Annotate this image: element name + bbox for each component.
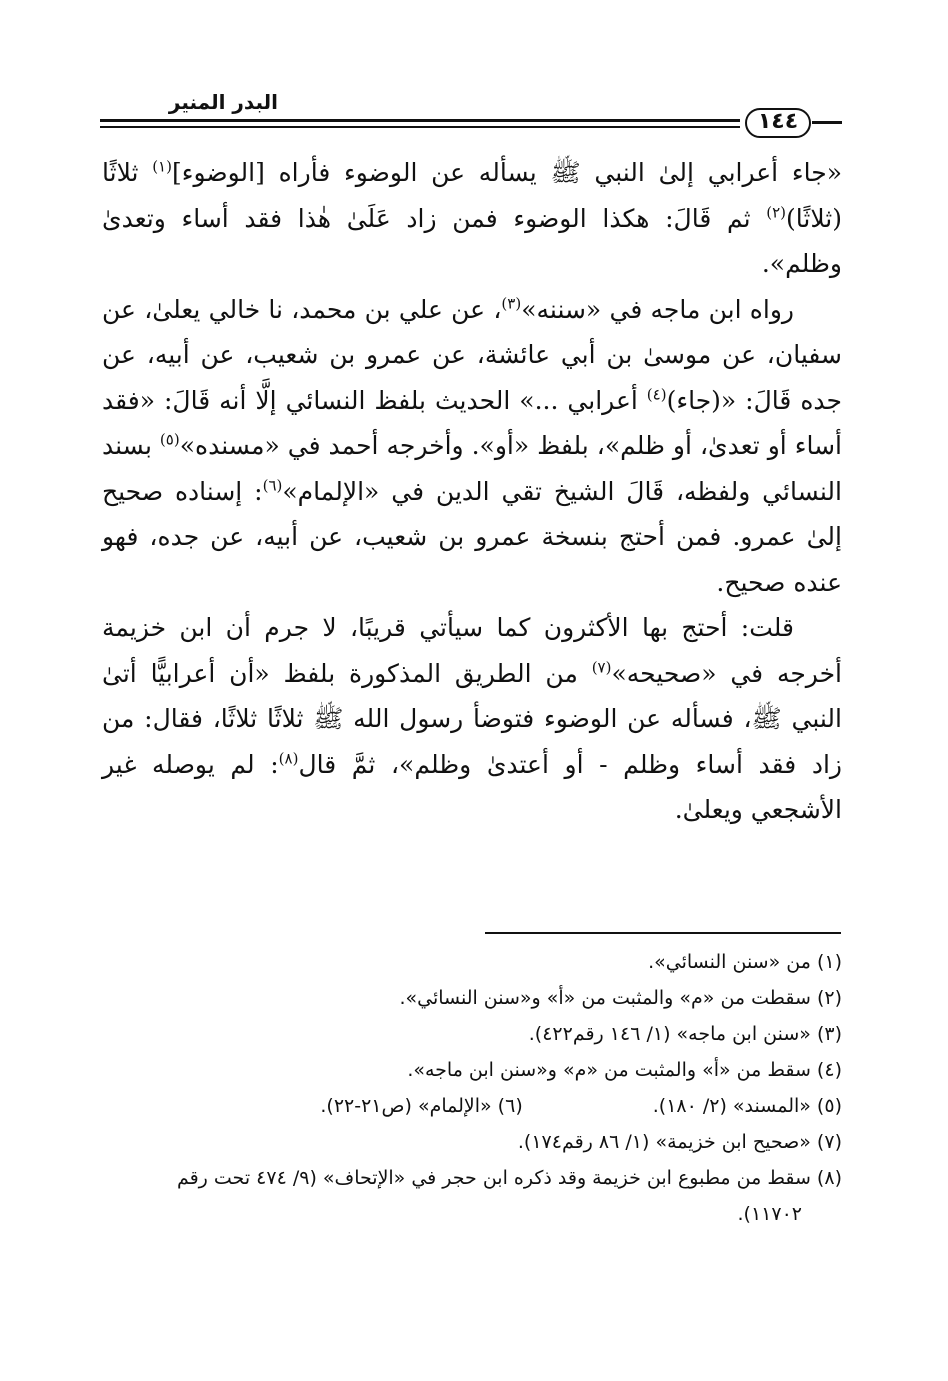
footnote-8-continuation: ١١٧٠٢).: [737, 1203, 802, 1225]
footnote-separator: [485, 932, 841, 934]
p2-text-e: : إسناده صحيح إلىٰ عمرو. فمن أحتج بنسخة عمرو بن شعيب، عن أبيه، عن جده، فهو عنده صحيح.: [102, 476, 842, 597]
footnote-ref-4: (٤): [646, 385, 667, 404]
main-text: [102, 150, 842, 833]
p2-text-b: ، عن علي بن محمد، نا خالي يعلىٰ، عن سفيان، عن موسىٰ بن أبي عائشة، عن عمرو بن شعيب، عن أبيه، عن جده قَالَ: «(جاء): [102, 294, 842, 415]
footnote-ref-8: (٨): [278, 749, 299, 768]
running-title: البدر المنير: [168, 90, 278, 114]
header-rule-right: [812, 121, 842, 124]
footnote-8-line-1: (٨) سقط من مطبوع ابن خزيمة وقد ذكره ابن حجر في «الإتحاف» (٩/ ٤٧٤ تحت رقم: [176, 1167, 842, 1189]
p1-text-a: «جاء أعرابي إلىٰ النبي ﷺ يسأله عن الوضوء فأراه [الوضوء]: [171, 158, 842, 187]
footnote-8: [102, 1160, 842, 1196]
footnote-row-5-6: [102, 1088, 842, 1124]
footnote-ref-1: (١): [152, 157, 172, 176]
page-number: ١٤٤: [745, 108, 811, 138]
paragraph-2: [102, 287, 842, 606]
p1-text-b: ثلاثًا (ثلاثًا): [102, 158, 842, 233]
footnote-ref-2: (٢): [766, 203, 787, 222]
header-rule-thin: [100, 126, 740, 128]
p1-text-c: ثم قَالَ: هكذا الوضوء فمن زاد عَلَىٰ هٰذا فقد أساء وتعدىٰ وظلم».: [102, 203, 842, 278]
footnote-4: (٤) سقط من «أ» والمثبت من «م» و«سنن ابن ماجه».: [407, 1059, 842, 1081]
footnote-ref-7: (٧): [591, 658, 612, 677]
p3-text-a: قلت: أحتج بها الأكثرون كما سيأتي قريبًا، لا جرم أن ابن خزيمة أخرجه في «صحيحه»: [102, 613, 843, 688]
p2-text-d: بسند النسائي ولفظه، قَالَ الشيخ تقي الدين في «الإلمام»: [102, 431, 842, 506]
paragraph-1: [102, 150, 842, 287]
footnote-3: (٣) «سنن ابن ماجه» (١/ ١٤٦ رقم٤٢٢).: [528, 1023, 842, 1045]
p3-text-b: من الطريق المذكورة بلفظ «أن أعرابيًّا أتىٰ النبي ﷺ، فسأله عن الوضوء فتوضأ رسول الله ﷺ ثلاثًا ثلاثًا، فقال: من زاد فقد أساء وظلم - أو أعتدىٰ وظلم»، ثمَّ قال: [102, 658, 842, 779]
p3-text-c: : لم يوصله غير الأشجعي ويعلىٰ.: [102, 749, 842, 824]
p2-text-c: أعرابي ...» الحديث بلفظ النسائي إلَّا أنه قَالَ: «فقد أساء أو تعدىٰ، أو ظلم»، بلفظ «أو». وأخرجه أحمد في «مسنده»: [102, 385, 842, 460]
header-rule-thick: [100, 119, 740, 122]
footnotes: [102, 944, 842, 1232]
footnote-6: (٦) «الإلمام» (ص٢١-٢٢).: [320, 1095, 523, 1117]
footnote-7: (٧) «صحيح ابن خزيمة» (١/ ٨٦ رقم١٧٤).: [517, 1131, 842, 1153]
paragraph-3: [102, 605, 842, 833]
footnote-5: (٥) «المسند» (٢/ ١٨٠).: [652, 1095, 842, 1117]
p2-text-a: رواه ابن ماجه في «سننه»: [521, 294, 794, 324]
footnote-ref-5: (٥): [159, 430, 180, 449]
footnote-1: (١) من «سنن النسائي».: [648, 951, 842, 973]
footnote-ref-3: (٣): [501, 294, 522, 313]
footnote-ref-6: (٦): [262, 476, 283, 495]
footnote-2: (٢) سقطت من «م» والمثبت من «أ» و«سنن النسائي».: [399, 987, 842, 1009]
